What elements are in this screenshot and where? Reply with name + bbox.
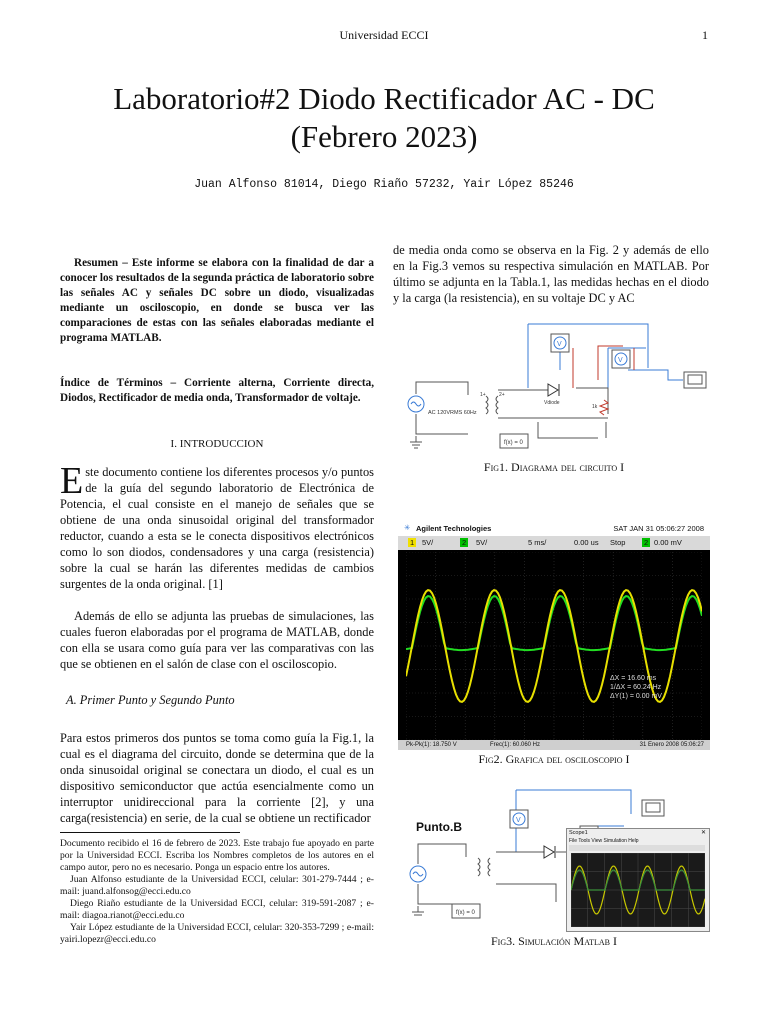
timebase: 5 ms/	[528, 538, 547, 547]
authors: Juan Alfonso 81014, Diego Riaño 57232, Yair López 85246	[194, 178, 574, 191]
scope-brand: Agilent Technologies	[416, 524, 492, 533]
ac-source-label: AC 120VRMS 60Hz	[428, 410, 477, 416]
title-line-2: (Febrero 2023)	[290, 119, 478, 154]
sim-powergui-label: f(x) = 0	[456, 910, 475, 916]
scope-screen	[406, 552, 702, 740]
drop-cap: E	[60, 460, 84, 502]
run-mode[interactable]: Stop	[610, 538, 626, 547]
subsection-heading-a: A. Primer Punto y Segundo Punto	[66, 693, 235, 707]
paper-title	[0, 80, 768, 156]
running-header: Universidad ECCI	[339, 28, 429, 42]
svg-text:V: V	[516, 817, 521, 824]
intro-paragraph-1	[60, 460, 374, 592]
svg-text:V: V	[618, 357, 623, 364]
svg-text:V: V	[557, 341, 562, 348]
ground-icon	[410, 436, 422, 448]
diode-icon	[548, 384, 558, 396]
section-heading-introduccion: I. INTRODUCCION	[170, 438, 264, 450]
footer-freq: Frec(1): 60.060 Hz	[490, 742, 541, 748]
ch2-scale: 5V/	[476, 538, 488, 547]
fig1-caption: Fig1. Diagrama del circuito I	[483, 460, 625, 474]
section-a-paragraph: Para estos primeros dos puntos se toma como guía la Fig.1, la cual es el diagrama del circuito, donde se determina que de la onda sinusoidal original se conectara un diodo, el cual es un dispositivo semiconductor que actúa esencialmente como un interruptor unidireccional para la corriente [2], y una carga(resistencia) en serie, de la cual se obtiene un rectificador	[60, 731, 374, 825]
measurement-freq: 1/ΔX = 60.24 Hz	[610, 684, 662, 691]
scope-window[interactable]	[566, 828, 710, 932]
window-close-icon[interactable]: ✕	[700, 830, 706, 836]
sim-diode-icon	[544, 846, 554, 858]
ch2-badge[interactable]: 2	[462, 538, 467, 547]
intro-paragraph-2: Además de ello se adjunta las pruebas de simulaciones, las cuales fueron elaboradas por el programa de MATLAB, donde con ella se usara como guía para ver las comparativas con las que se obtienen en el salón de clase con el osciloscopio.	[60, 609, 374, 671]
measurement-dx: ΔX = 16.60 ms	[610, 675, 657, 682]
diode-label: Vdiode	[544, 400, 560, 406]
footer-pkpk: Pk-Pk(1): 18.750 V	[406, 742, 457, 748]
footnote-author-2: Diego Riaño estudiante de la Universidad ECCI, celular: 319-591-2087 ; e-mail: diagoa.rianot@ecci.edu.co	[60, 898, 374, 921]
index-terms: Índice de Términos – Corriente alterna, Corriente directa, Diodos, Rectificador de media onda, Transformador de voltaje.	[60, 377, 374, 404]
fig3-simulation	[406, 782, 710, 932]
scope-toolbar[interactable]	[569, 845, 705, 851]
simulation-title: Punto.B	[416, 820, 462, 834]
left-column	[60, 256, 374, 826]
footnote-received: Documento recibido el 16 de febrero de 2023. Este trabajo fue apoyado en parte por la Universidad ECCI. Escriba los Nombres completos de los autores en el campo autor, pero no es necesario. Ponga un espacio entre los autores.	[60, 838, 374, 873]
scope-footer	[398, 740, 710, 750]
svg-text:1+: 1+	[480, 392, 486, 398]
measurement-dy: ΔY(1) = 0.00 mV	[610, 693, 662, 700]
trigger-channel: 2	[644, 538, 649, 547]
scope-block	[684, 372, 706, 388]
footnote-author-3: Yair López estudiante de la Universidad ECCI, celular: 320-353-7299 ; e-mail: yairi.lopezr@ecci.edu.co	[60, 922, 374, 945]
ch1-scale: 5V/	[422, 538, 434, 547]
scope-settings-bar	[398, 536, 710, 550]
resistor-label: 1k	[592, 404, 598, 410]
fig1-circuit-diagram	[398, 310, 710, 458]
transformer-icon	[480, 392, 505, 414]
resistor-icon	[600, 400, 608, 415]
fig2-caption: Fig2. Grafica del osciloscopio I	[478, 752, 630, 766]
delay: 0.00 us	[574, 538, 599, 547]
scope-window-plot	[571, 853, 705, 927]
footnote	[60, 838, 374, 946]
sim-scope-block	[642, 800, 664, 816]
scope-window-title: Scope1	[569, 830, 588, 836]
scope-datetime: SAT JAN 31 05:06:27 2008	[613, 524, 704, 533]
intro-paragraph-1-text: ste documento contiene los diferentes procesos y/o puntos de la guía del segundo laboratorio de Electrónica de Potencia, el cual consiste en el manejo de señales que se obtiene de una onda sinusoidal original del transformador reductor, cuando a esta se le conecta dispositivos electrónicos como lo son diodos, condensadores y una carga (resistencia) sobre la cual se harán las diferentes medidas de cambios surgentes de la onda original. [1]	[60, 465, 374, 591]
scope-menu-bar[interactable]: File Tools View Simulation Help	[569, 838, 639, 844]
sim-ground-icon	[412, 906, 424, 915]
abstract: Resumen – Este informe se elabora con la finalidad de dar a conocer los resultados de la segunda práctica de laboratorio sobre las señales AC y señales DC sobre un diodo, visualizadas mediante un osciloscopio, en donde se busca ver las comparaciones de estas con las señales elaboradas mediante el programa MATLAB.	[60, 257, 374, 344]
ch1-badge[interactable]: 1	[410, 538, 415, 547]
fig2-oscilloscope	[398, 520, 710, 750]
right-column-paragraph: de media onda como se observa en la Fig. 2 y además de ello en la Fig.3 vemos su respectiva simulación en MATLAB. Por último se adjunta en la Tabla.1, las medidas hechas en el diodo y la carga (la resistencia), en su voltaje DC y AC	[393, 243, 709, 305]
footer-date: 31 Enero 2008 05:06:27	[639, 742, 704, 748]
title-line-1: Laboratorio#2 Diodo Rectificador AC - DC	[113, 81, 655, 116]
trigger-level: 0.00 mV	[654, 538, 682, 547]
fig3-caption: Fig3. Simulación Matlab I	[490, 934, 617, 948]
footnote-author-1: Juan Alfonso estudiante de la Universidad ECCI, celular: 301-279-7444 ; e-mail: juand.alfonsog@ecci.edu.co	[60, 874, 374, 897]
page-number: 1	[702, 28, 708, 42]
sim-transformer-icon	[478, 858, 490, 876]
footnote-rule	[60, 832, 240, 833]
scope-title-bar	[398, 520, 710, 536]
powergui-label: f(x) = 0	[504, 440, 523, 446]
svg-text:2+: 2+	[499, 392, 505, 398]
agilent-logo-icon: ✳	[404, 523, 411, 532]
